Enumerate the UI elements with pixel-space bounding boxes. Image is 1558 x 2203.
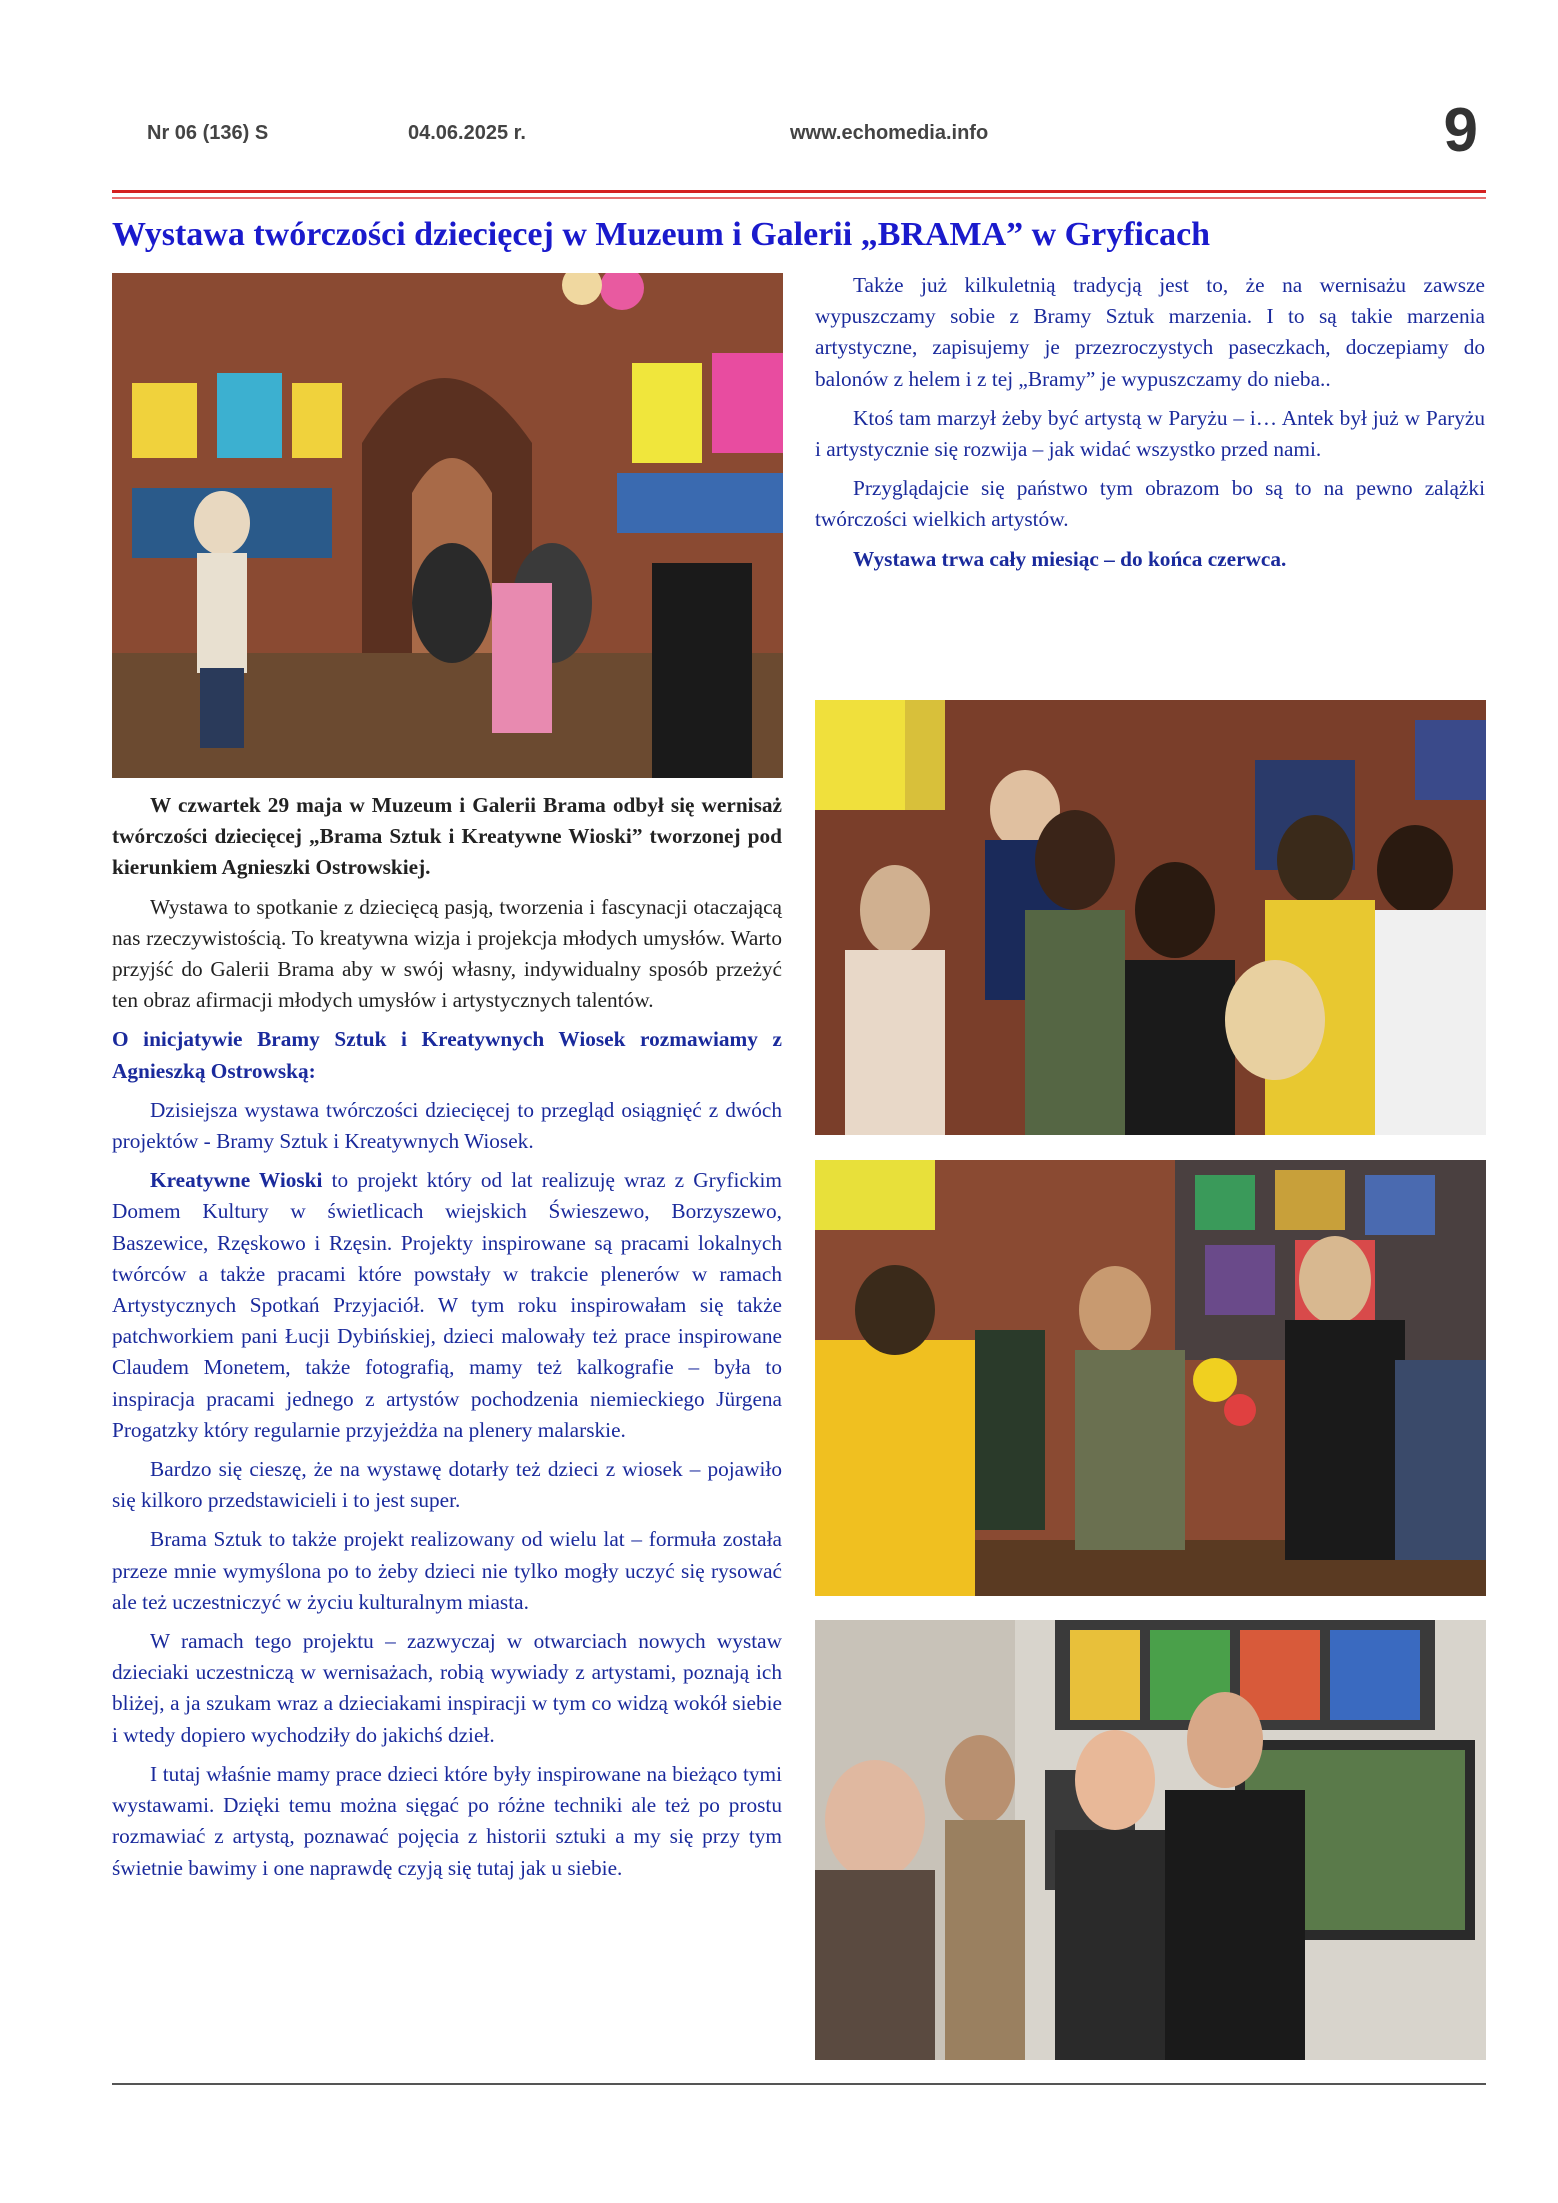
interview-heading: O inicjatywie Bramy Sztuk i Kreatywnych Wiosek rozmawiamy z Agnieszką Ostrowską: [112, 1027, 782, 1083]
article-lead: W czwartek 29 maja w Muzeum i Galerii Brama odbył się wernisaż twórczości dziecięcej „Brama Sztuk i Kreatywne Wioski” tworzonej pod kierunkiem Agnieszki Ostrowskiej. [112, 793, 782, 880]
footer-divider [112, 2083, 1486, 2085]
kreatywne-wioski-label: Kreatywne Wioski [150, 1168, 323, 1193]
page-number: 9 [1443, 96, 1478, 165]
article-paragraph: Ktoś tam marzył żeby być artystą w Paryżu – i… Antek był już w Paryżu i artystycznie się rozwija – jak widać wszystko przed nami. [815, 405, 1485, 462]
article-column-left [112, 790, 782, 1892]
issue-number: Nr 06 (136) S [147, 122, 269, 144]
header-divider-thin [112, 197, 1486, 199]
issue-date: 04.06.2025 r. [408, 122, 526, 144]
article-paragraph-text: to projekt który od lat realizuję wraz z Gryfickim Domem Kultury w świetlicach wiejskich Świeszewo, Borzyszewo, Baszewice, Rzęskowo i Rzęsin. Projekty inspirowane są pracami lokalnych twórców a także pracami które powstały w trakcie plenerów w ramach Artystycznych Spotkań Przyjaciół. W tym roku inspirowałam się także patchworkiem pani Łucji Dybińskiej, dzieci malowały też prace inspirowane Claudem Monetem, także fotografią, mamy też kalkografie – była to inspiracja pracami jednego z artystów pochodzenia niemieckiego Jürgena Progatzky który regularnie przyjeżdża na plenery malarskie. [112, 1168, 782, 1442]
article-paragraph: Dzisiejsza wystawa twórczości dziecięcej to przegląd osiągnięć z dwóch projektów - Bramy Sztuk i Kreatywnych Wiosek. [112, 1097, 782, 1154]
article-title: Wystawa twórczości dziecięcej w Muzeum i Galerii „BRAMA” w Gryficach [112, 216, 1211, 253]
photo-children-closeup [815, 700, 1486, 1135]
photo-flower-presentation [815, 1160, 1486, 1596]
article-paragraph: Przyglądajcie się państwo tym obrazom bo są to na pewno zalążki twórczości wielkich artystów. [815, 476, 1485, 532]
article-paragraph: I tutaj właśnie mamy prace dzieci które były inspirowane na bieżąco tymi wystawami. Dzięki temu można sięgać po różne techniki ale też po prostu rozmawiać z artystą, poznawać pojęcia z historii sztuki a my się przy tym świetnie bawimy i one naprawdę czyją się tutaj jak u siebie. [112, 1761, 782, 1880]
article-paragraph: Także już kilkuletnią tradycją jest to, że na wernisażu zawsze wypuszczamy sobie z Bramy Sztuk marzenia. I to są takie marzenia artystyczne, zapisujemy je przezroczystych paseczkach, doczepiamy do balonów z helem i z tej „Bramy” je wypuszczamy do nieba.. [815, 273, 1485, 391]
article-paragraph [112, 1165, 782, 1446]
article-paragraph: Bardzo się cieszę, że na wystawę dotarły też dzieci z wiosek – pojawiło się kilkoro przedstawicieli i to jest super. [112, 1457, 782, 1513]
article-paragraph: Brama Sztuk to także projekt realizowany od wielu lat – formuła została przeze mnie wymyślona po to żeby dzieci nie tylko mogły uczyć się rysować ale też uczestniczyć w życiu kulturalnym miasta. [112, 1527, 782, 1614]
photo-children-group [112, 273, 783, 778]
website-link[interactable]: www.echomedia.info [790, 122, 989, 144]
exhibition-closing-note: Wystawa trwa cały miesiąc – do końca czerwca. [853, 546, 1287, 571]
article-paragraph: Wystawa to spotkanie z dziecięcą pasją, tworzenia i fascynacji otaczającą nas rzeczywistością. To kreatywna wizja i projekcja młodych umysłów. Warto przyjść do Galerii Brama aby w swój własny, indywidualny sposób przeżyć ten obraz afirmacji młodych umysłów i artystycznych talentów. [112, 894, 782, 1013]
header-divider [112, 190, 1486, 193]
article-column-right [815, 270, 1485, 583]
article-paragraph: W ramach tego projektu – zazwyczaj w otwarciach nowych wystaw dzieciaki uczestniczą w wernisażach, robią wywiady z artystami, poznają ich bliżej, a ja szukam wraz a dzieciakami inspiracji w tym co widzą wokół siebie i wtedy dopiero wychodziły do jakichś dzieł. [112, 1629, 782, 1747]
page-header [0, 0, 1558, 200]
photo-guests-gallery [815, 1620, 1486, 2060]
